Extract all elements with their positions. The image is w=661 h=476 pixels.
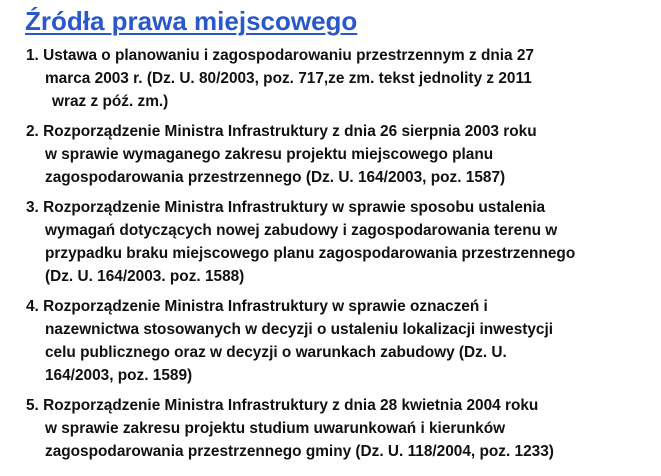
item-line: wraz z póź. zm.) (52, 93, 169, 110)
item-line: zagospodarowania przestrzennego gminy (Dz. U. 118/2004, poz. 1233) (45, 443, 554, 460)
item-line: marca 2003 r. (Dz. U. 80/2003, poz. 717,ze zm. tekst jednolity z 2011 (45, 70, 532, 87)
item-line: 4. Rozporządzenie Ministra Infrastruktury w sprawie oznaczeń i (26, 298, 488, 315)
item-line: przypadku braku miejscowego planu zagospodarowania przestrzennego (45, 245, 576, 262)
list-item (26, 295, 656, 387)
list-item (26, 394, 656, 463)
item-line: (Dz. U. 164/2003. poz. 1588) (45, 268, 245, 285)
item-line: w sprawie wymaganego zakresu projektu miejscowego planu (45, 146, 494, 163)
item-line: 164/2003, poz. 1589) (45, 367, 193, 384)
item-line: 5. Rozporządzenie Ministra Infrastruktury z dnia 28 kwietnia 2004 roku (26, 397, 539, 414)
list-item (26, 44, 656, 113)
item-line: zagospodarowania przestrzennego (Dz. U. 164/2003, poz. 1587) (45, 169, 506, 186)
item-line: nazewnictwa stosowanych w decyzji o ustaleniu lokalizacji inwestycji (45, 321, 554, 338)
item-line: celu publicznego oraz w decyzji o warunkach zabudowy (Dz. U. (45, 344, 507, 361)
list-item (26, 120, 656, 189)
item-line: 3. Rozporządzenie Ministra Infrastruktury w sprawie sposobu ustalenia (26, 199, 546, 216)
slide-title: Źródła prawa miejscowego (25, 6, 358, 36)
item-line: wymagań dotyczących nowej zabudowy i zagospodarowania terenu w (45, 222, 558, 239)
list-item (26, 196, 656, 288)
legal-sources-list (26, 44, 656, 470)
item-line: 2. Rozporządzenie Ministra Infrastruktury z dnia 26 sierpnia 2003 roku (26, 123, 537, 140)
item-line: w sprawie zakresu projektu studium uwarunkowań i kierunków (45, 420, 506, 437)
item-line: 1. Ustawa o planowaniu i zagospodarowaniu przestrzennym z dnia 27 (26, 47, 534, 64)
